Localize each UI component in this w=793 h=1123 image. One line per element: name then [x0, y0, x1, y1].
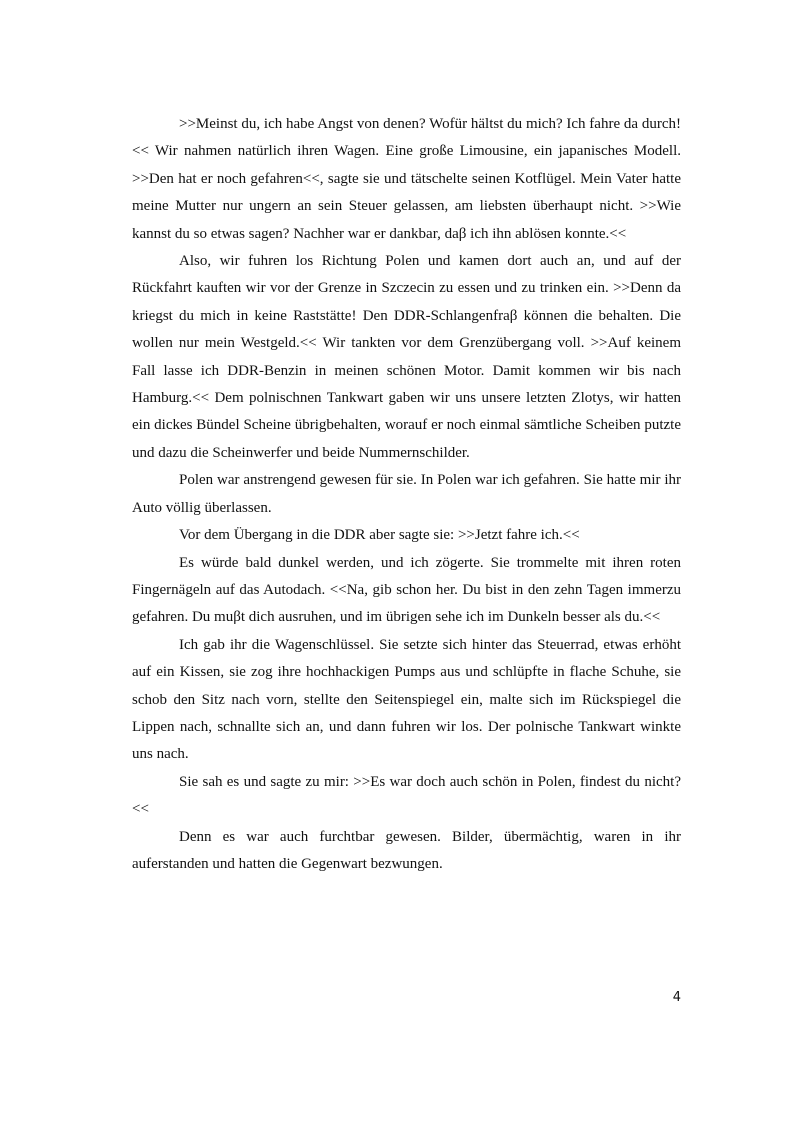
paragraph: >>Meinst du, ich habe Angst von denen? Wofür hältst du mich? Ich fahre da durch!<< Wir nahmen natürlich ihren Wagen. Eine große Limousine, ein japanisches Modell. >>Den hat er noch gefahren<<, sagte sie und tätschelte seinen Kotflügel. Mein Vater hatte meine Mutter nur ungern an sein Steuer gelassen, am liebsten überhaupt nicht. >>Wie kannst du so etwas sagen? Nachher war er dankbar, daβ ich ihn ablösen konnte.<< — [132, 116, 681, 242]
paragraph: Vor dem Übergang in die DDR aber sagte sie: >>Jetzt fahre ich.<< — [179, 527, 580, 544]
paragraph: Polen war anstrengend gewesen für sie. In Polen war ich gefahren. Sie hatte mir ihr Auto völlig überlassen. — [132, 472, 681, 516]
paragraph: Also, wir fuhren los Richtung Polen und kamen dort auch an, und auf der Rückfahrt kauften wir vor der Grenze in Szczecin zu essen und zu trinken ein. >>Denn da kriegst du mich in keine Raststätte! Den DDR-Schlangenfraβ können die behalten. Die wollen nur mein Westgeld.<< Wir tankten vor dem Grenzübergang voll. >>Auf keinem Fall lasse ich DDR-Benzin in meinen schönen Motor. Damit kommen wir bis nach Hamburg.<< Dem polnischnen Tankwart gaben wir uns unsere letzten Zlotys, wir hatten ein dickes Bündel Scheine übrigbehalten, worauf er noch einmal sämtliche Scheiben putzte und dazu die Scheinwerfer und beide Nummernschilder. — [132, 253, 681, 461]
paragraph: Sie sah es und sagte zu mir: >>Es war doch auch schön in Polen, findest du nicht?<< — [132, 773, 681, 818]
page-number: 4 — [672, 990, 681, 1005]
body-text — [132, 111, 681, 878]
paragraph: Es würde bald dunkel werden, und ich zögerte. Sie trommelte mit ihren roten Fingernägeln auf das Autodach. <<Na, gib schon her. Du bist in den zehn Tagen immerzu gefahren. Du muβt dich ausruhen, und im übrigen sehe ich im Dunkeln besser als du.<< — [132, 554, 681, 626]
paragraph: Denn es war auch furchtbar gewesen. Bilder, übermächtig, waren in ihr auferstanden und hatten die Gegenwart bezwungen. — [132, 828, 681, 872]
paragraph: Ich gab ihr die Wagenschlüssel. Sie setzte sich hinter das Steuerrad, etwas erhöht auf ein Kissen, sie zog ihre hochhackigen Pumps aus und schlüpfte in flache Schuhe, sie schob den Sitz nach vorn, stellte den Seitenspiegel ein, malte sich im Rückspiegel die Lippen nach, schnallte sich an, und dann fuhren wir los. Der polnische Tankwart winkte uns nach. — [132, 636, 681, 763]
